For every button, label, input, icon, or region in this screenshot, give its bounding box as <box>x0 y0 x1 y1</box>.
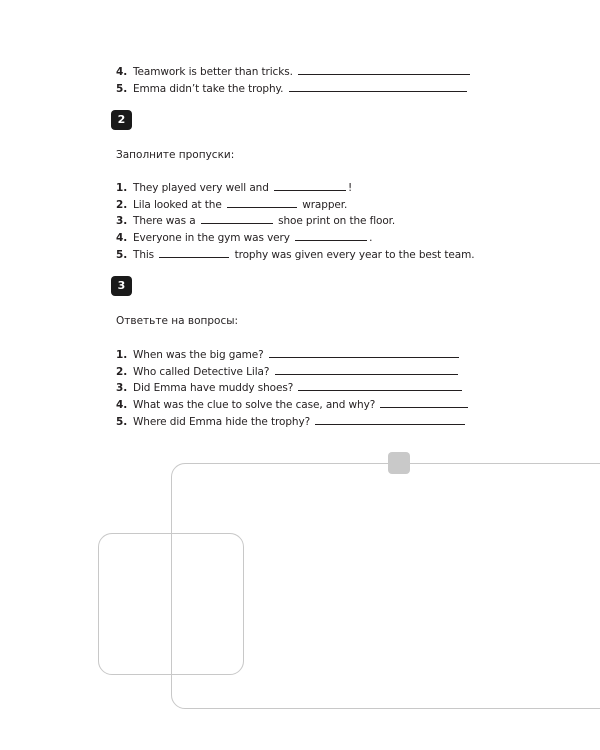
exercise-item <box>116 64 472 79</box>
answer-blank[interactable] <box>201 213 273 224</box>
answer-blank[interactable] <box>289 81 467 92</box>
item-text: Where did Emma hide the trophy? <box>133 416 311 428</box>
item-text: Did Emma have muddy shoes? <box>133 382 294 394</box>
item-number: 1. <box>116 349 128 361</box>
answer-blank[interactable] <box>298 64 470 75</box>
item-text-after: trophy was given every year to the best team. <box>234 249 475 261</box>
item-text-before: Lila looked at the <box>133 199 222 211</box>
item-number: 2. <box>116 199 128 211</box>
exercise-item <box>116 213 395 228</box>
item-number: 3. <box>116 382 128 394</box>
item-number: 5. <box>116 83 128 95</box>
item-text: What was the clue to solve the case, and why? <box>133 399 376 411</box>
item-number: 4. <box>116 66 128 78</box>
item-text-after: shoe print on the floor. <box>278 215 396 227</box>
item-text-after: wrapper. <box>302 199 348 211</box>
exercise-item <box>116 347 461 362</box>
item-number: 4. <box>116 399 128 411</box>
item-text: Who called Detective Lila? <box>133 366 270 378</box>
decorative-tab <box>388 452 410 474</box>
exercise-item <box>116 247 474 262</box>
answer-blank[interactable] <box>274 180 346 191</box>
item-text-before: This <box>133 249 155 261</box>
item-text-after: ! <box>348 182 353 194</box>
item-number: 3. <box>116 215 128 227</box>
item-text: Teamwork is better than tricks. <box>133 66 293 78</box>
exercise-item <box>116 414 467 429</box>
item-number: 5. <box>116 249 128 261</box>
answer-blank[interactable] <box>159 247 229 258</box>
answer-blank[interactable] <box>269 347 459 358</box>
section-number-badge: 3 <box>111 276 132 296</box>
section-number-badge: 2 <box>111 110 132 130</box>
section-instruction: Заполните пропуски: <box>116 149 235 161</box>
exercise-item <box>116 380 464 395</box>
item-text-before: Everyone in the gym was very <box>133 232 290 244</box>
item-number: 1. <box>116 182 128 194</box>
exercise-item <box>116 180 352 195</box>
item-text-before: They played very well and <box>133 182 269 194</box>
exercise-item <box>116 230 372 245</box>
decorative-frame-small <box>98 533 244 675</box>
answer-blank[interactable] <box>275 364 458 375</box>
item-number: 4. <box>116 232 128 244</box>
answer-blank[interactable] <box>227 197 297 208</box>
answer-blank[interactable] <box>315 414 465 425</box>
section-instruction: Ответьте на вопросы: <box>116 315 239 327</box>
item-number: 2. <box>116 366 128 378</box>
exercise-item <box>116 364 460 379</box>
item-number: 5. <box>116 416 128 428</box>
item-text: Emma didn’t take the trophy. <box>133 83 284 95</box>
answer-blank[interactable] <box>295 230 367 241</box>
item-text: When was the big game? <box>133 349 264 361</box>
item-text-after: . <box>369 232 373 244</box>
exercise-item <box>116 197 347 212</box>
item-text-before: There was a <box>133 215 196 227</box>
answer-blank[interactable] <box>380 397 468 408</box>
exercise-item <box>116 81 469 96</box>
answer-blank[interactable] <box>298 380 462 391</box>
exercise-item <box>116 397 470 412</box>
